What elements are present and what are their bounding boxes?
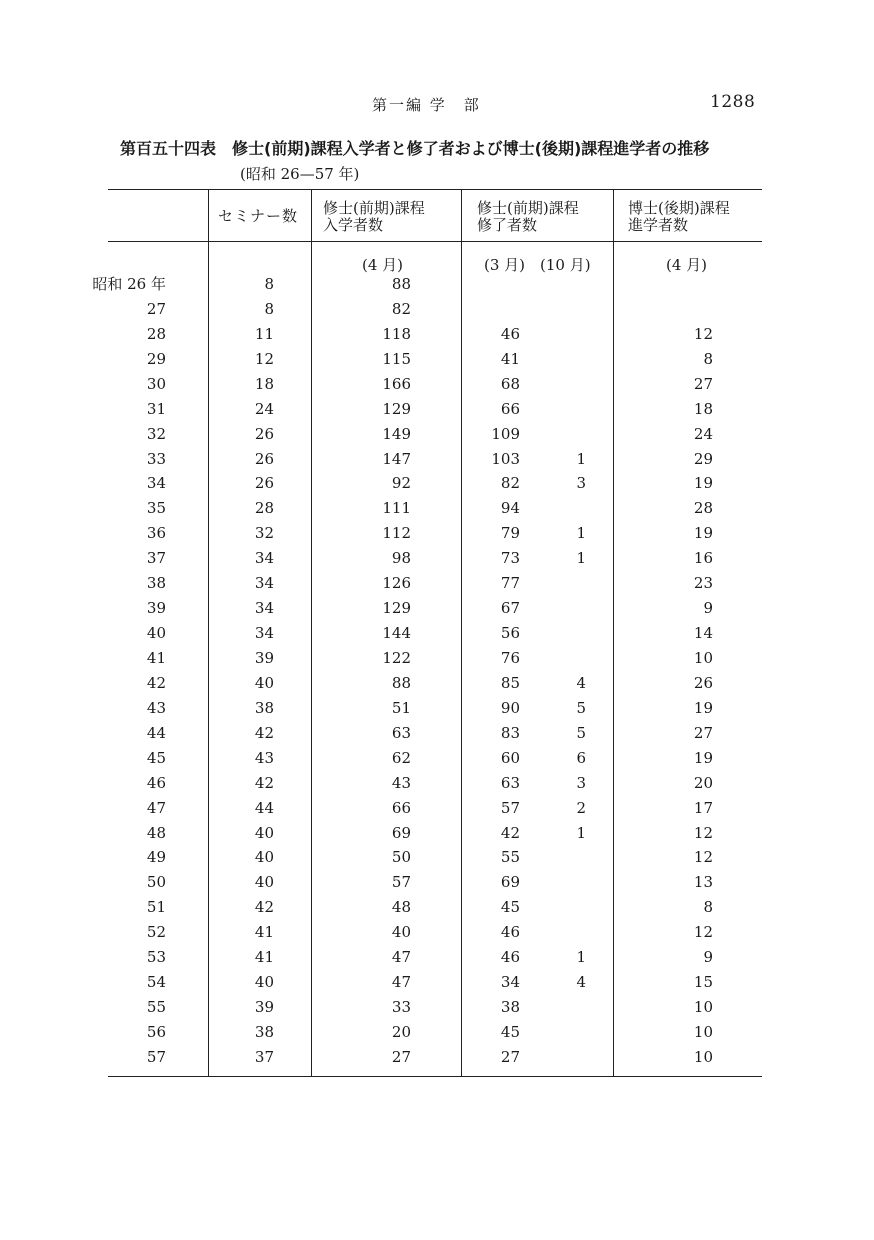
entrants-count: 69 — [391, 823, 411, 842]
row-year: 37 — [146, 549, 166, 568]
completers-october: 1 — [576, 549, 586, 568]
doctoral-count: 19 — [693, 698, 713, 717]
doctoral-count: 10 — [693, 998, 713, 1016]
seminar-count: 44 — [254, 798, 274, 817]
seminar-count: 8 — [264, 275, 274, 293]
entrants-count: 129 — [382, 599, 411, 618]
seminar-count: 42 — [254, 723, 274, 742]
column-divider — [208, 189, 209, 1076]
unit-completers-march: (3 月) — [484, 256, 526, 274]
entrants-count: 98 — [391, 549, 411, 568]
entrants-count: 126 — [382, 574, 411, 593]
seminar-count: 41 — [254, 923, 274, 942]
entrants-count: 118 — [382, 324, 411, 343]
row-year: 43 — [146, 698, 166, 717]
completers-march: 66 — [500, 399, 520, 418]
completers-march: 46 — [500, 324, 520, 343]
entrants-count: 51 — [391, 698, 411, 717]
row-year: 47 — [146, 798, 166, 817]
seminar-count: 12 — [254, 349, 274, 368]
header-entrants-line1: 修士(前期)課程 — [323, 199, 425, 217]
completers-march: 109 — [491, 424, 520, 443]
entrants-count: 122 — [382, 649, 411, 667]
completers-march: 79 — [500, 524, 520, 543]
row-year: 29 — [146, 349, 166, 368]
row-year: 36 — [146, 524, 166, 543]
column-divider — [613, 189, 614, 1076]
row-year: 46 — [146, 773, 166, 792]
doctoral-count: 16 — [693, 549, 713, 568]
table-title: 第百五十四表 修士(前期)課程入学者と修了者および博士(後期)課程進学者の推移 — [120, 139, 710, 158]
row-year: 56 — [146, 1022, 166, 1041]
doctoral-count: 19 — [693, 524, 713, 543]
completers-october: 6 — [576, 748, 586, 767]
entrants-count: 48 — [391, 898, 411, 917]
completers-march: 34 — [500, 973, 520, 991]
entrants-count: 43 — [391, 773, 411, 792]
completers-march: 41 — [500, 349, 520, 368]
completers-march: 63 — [500, 773, 520, 792]
header-doctoral-line1: 博士(後期)課程 — [628, 199, 730, 217]
row-year: 31 — [146, 399, 166, 418]
doctoral-count: 12 — [693, 324, 713, 343]
seminar-count: 34 — [254, 624, 274, 642]
header-entrants-line2: 入学者数 — [323, 216, 384, 234]
entrants-count: 47 — [391, 948, 411, 967]
row-year: 55 — [146, 998, 166, 1016]
entrants-count: 50 — [391, 848, 411, 867]
row-year: 34 — [146, 474, 166, 493]
completers-october: 3 — [576, 773, 586, 792]
table-bottom-rule — [108, 1076, 762, 1077]
doctoral-count: 14 — [693, 624, 713, 642]
entrants-count: 20 — [391, 1022, 411, 1041]
row-year: 49 — [146, 848, 166, 867]
row-year: 昭和 26 年 — [92, 275, 166, 293]
seminar-count: 42 — [254, 773, 274, 792]
entrants-count: 92 — [391, 474, 411, 493]
header-bottom-rule — [108, 241, 762, 242]
doctoral-count: 8 — [703, 898, 713, 917]
seminar-count: 18 — [254, 374, 274, 393]
unit-doctoral: (4 月) — [666, 256, 708, 274]
doctoral-count: 12 — [693, 848, 713, 867]
completers-october: 1 — [576, 524, 586, 543]
seminar-count: 8 — [264, 299, 274, 318]
row-year: 52 — [146, 923, 166, 942]
row-year: 50 — [146, 873, 166, 892]
seminar-count: 40 — [254, 673, 274, 692]
completers-march: 85 — [500, 673, 520, 692]
completers-march: 55 — [500, 848, 520, 867]
doctoral-count: 10 — [693, 1022, 713, 1041]
entrants-count: 129 — [382, 399, 411, 418]
seminar-count: 43 — [254, 748, 274, 767]
row-year: 38 — [146, 574, 166, 593]
entrants-count: 144 — [382, 624, 411, 642]
doctoral-count: 19 — [693, 474, 713, 493]
row-year: 30 — [146, 374, 166, 393]
doctoral-count: 23 — [693, 574, 713, 593]
completers-march: 90 — [500, 698, 520, 717]
row-year: 39 — [146, 599, 166, 618]
entrants-count: 147 — [382, 449, 411, 468]
seminar-count: 26 — [254, 474, 274, 493]
entrants-count: 62 — [391, 748, 411, 767]
doctoral-count: 12 — [693, 923, 713, 942]
doctoral-count: 9 — [703, 948, 713, 967]
entrants-count: 115 — [382, 349, 411, 368]
table-top-rule — [108, 189, 762, 190]
entrants-count: 149 — [382, 424, 411, 443]
row-year: 41 — [146, 649, 166, 667]
doctoral-count: 12 — [693, 823, 713, 842]
completers-march: 76 — [500, 649, 520, 667]
seminar-count: 38 — [254, 698, 274, 717]
seminar-count: 40 — [254, 973, 274, 991]
doctoral-count: 18 — [693, 399, 713, 418]
entrants-count: 63 — [391, 723, 411, 742]
seminar-count: 11 — [254, 324, 274, 343]
seminar-count: 39 — [254, 649, 274, 667]
entrants-count: 82 — [391, 299, 411, 318]
doctoral-count: 15 — [693, 973, 713, 991]
seminar-count: 34 — [254, 599, 274, 618]
row-year: 54 — [146, 973, 166, 991]
seminar-count: 32 — [254, 524, 274, 543]
completers-march: 45 — [500, 1022, 520, 1041]
entrants-count: 111 — [382, 499, 411, 518]
completers-march: 45 — [500, 898, 520, 917]
completers-october: 4 — [576, 973, 586, 991]
row-year: 44 — [146, 723, 166, 742]
entrants-count: 47 — [391, 973, 411, 991]
completers-march: 68 — [500, 374, 520, 393]
doctoral-count: 24 — [693, 424, 713, 443]
row-year: 40 — [146, 624, 166, 642]
completers-march: 56 — [500, 624, 520, 642]
doctoral-count: 10 — [693, 649, 713, 667]
doctoral-count: 27 — [693, 723, 713, 742]
completers-march: 60 — [500, 748, 520, 767]
completers-march: 46 — [500, 923, 520, 942]
header-doctoral-line2: 進学者数 — [628, 216, 689, 234]
completers-march: 94 — [500, 499, 520, 518]
seminar-count: 26 — [254, 449, 274, 468]
header-completers-line1: 修士(前期)課程 — [477, 199, 579, 217]
seminar-count: 40 — [254, 848, 274, 867]
row-year: 51 — [146, 898, 166, 917]
row-year: 45 — [146, 748, 166, 767]
row-year: 57 — [146, 1047, 166, 1066]
entrants-count: 33 — [391, 998, 411, 1016]
seminar-count: 26 — [254, 424, 274, 443]
completers-march: 73 — [500, 549, 520, 568]
seminar-count: 24 — [254, 399, 274, 418]
entrants-count: 27 — [391, 1047, 411, 1066]
seminar-count: 41 — [254, 948, 274, 967]
table-subtitle: (昭和 26—57 年) — [240, 165, 360, 183]
completers-march: 67 — [500, 599, 520, 618]
entrants-count: 166 — [382, 374, 411, 393]
completers-october: 1 — [576, 823, 586, 842]
entrants-count: 40 — [391, 923, 411, 942]
completers-october: 2 — [576, 798, 586, 817]
completers-march: 69 — [500, 873, 520, 892]
seminar-count: 42 — [254, 898, 274, 917]
completers-october: 5 — [576, 723, 586, 742]
unit-completers-october: (10 月) — [540, 256, 591, 274]
completers-march: 82 — [500, 474, 520, 493]
completers-march: 83 — [500, 723, 520, 742]
completers-october: 1 — [576, 948, 586, 967]
completers-march: 103 — [491, 449, 520, 468]
completers-march: 27 — [500, 1047, 520, 1066]
completers-october: 3 — [576, 474, 586, 493]
completers-october: 1 — [576, 449, 586, 468]
page-number: 1288 — [710, 92, 756, 112]
seminar-count: 38 — [254, 1022, 274, 1041]
row-year: 48 — [146, 823, 166, 842]
unit-entrants: (4 月) — [362, 256, 404, 274]
completers-march: 57 — [500, 798, 520, 817]
entrants-count: 57 — [391, 873, 411, 892]
row-year: 28 — [146, 324, 166, 343]
seminar-count: 39 — [254, 998, 274, 1016]
seminar-count: 34 — [254, 574, 274, 593]
doctoral-count: 19 — [693, 748, 713, 767]
entrants-count: 88 — [391, 275, 411, 293]
entrants-count: 66 — [391, 798, 411, 817]
row-year: 27 — [146, 299, 166, 318]
doctoral-count: 8 — [703, 349, 713, 368]
row-year: 32 — [146, 424, 166, 443]
seminar-count: 34 — [254, 549, 274, 568]
column-divider — [461, 189, 462, 1076]
row-year: 35 — [146, 499, 166, 518]
entrants-count: 112 — [382, 524, 411, 543]
completers-march: 38 — [500, 998, 520, 1016]
header-completers-line2: 修了者数 — [477, 216, 538, 234]
doctoral-count: 9 — [703, 599, 713, 618]
completers-march: 46 — [500, 948, 520, 967]
column-divider — [311, 189, 312, 1076]
running-head: 第一編 学 部 — [372, 96, 481, 114]
completers-october: 4 — [576, 673, 586, 692]
entrants-count: 88 — [391, 673, 411, 692]
row-year: 33 — [146, 449, 166, 468]
row-year: 42 — [146, 673, 166, 692]
doctoral-count: 20 — [693, 773, 713, 792]
doctoral-count: 26 — [693, 673, 713, 692]
seminar-count: 28 — [254, 499, 274, 518]
completers-october: 5 — [576, 698, 586, 717]
row-year: 53 — [146, 948, 166, 967]
seminar-count: 40 — [254, 823, 274, 842]
completers-march: 77 — [500, 574, 520, 593]
completers-march: 42 — [500, 823, 520, 842]
doctoral-count: 13 — [693, 873, 713, 892]
seminar-count: 40 — [254, 873, 274, 892]
doctoral-count: 28 — [693, 499, 713, 518]
doctoral-count: 10 — [693, 1047, 713, 1066]
doctoral-count: 17 — [693, 798, 713, 817]
header-seminar-count: セミナー数 — [218, 207, 299, 225]
doctoral-count: 27 — [693, 374, 713, 393]
seminar-count: 37 — [254, 1047, 274, 1066]
doctoral-count: 29 — [693, 449, 713, 468]
